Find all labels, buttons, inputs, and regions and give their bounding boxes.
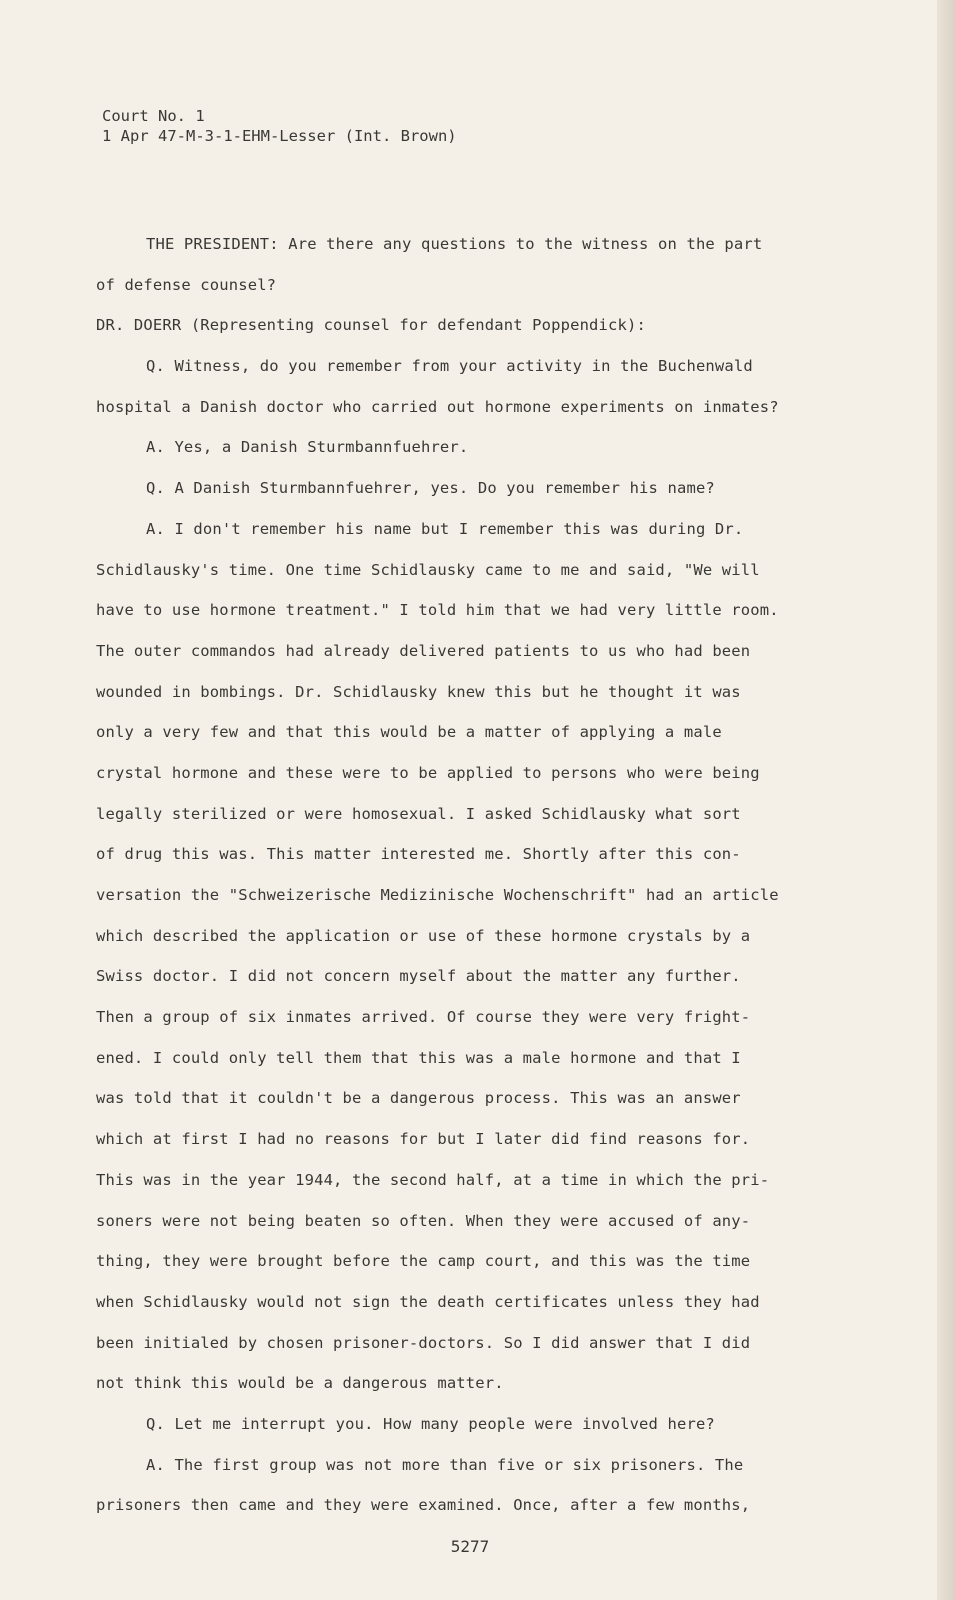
- transcript-line: This was in the year 1944, the second half, at a time in which the pri-: [96, 1170, 770, 1189]
- transcript-line: versation the "Schweizerische Medizinische Wochenschrift" had an article: [96, 886, 779, 904]
- transcript-line: not think this would be a dangerous matter.: [96, 1374, 504, 1393]
- transcript-line: A. Yes, a Danish Sturmbannfuehrer.: [146, 438, 469, 457]
- transcript-line: The outer commandos had already delivered patients to us who had been: [96, 641, 751, 660]
- transcript-line: A. I don't remember his name but I remember this was during Dr.: [146, 519, 744, 538]
- transcript-line: prisoners then came and they were examined. Once, after a few months,: [96, 1496, 751, 1515]
- transcript-line: of drug this was. This matter interested me. Shortly after this con-: [96, 845, 741, 864]
- transcript-line: when Schidlausky would not sign the death certificates unless they had: [96, 1292, 760, 1311]
- transcript-line: soners were not being beaten so often. When they were accused of any-: [96, 1211, 751, 1230]
- transcript-line: was told that it couldn't be a dangerous process. This was an answer: [96, 1089, 741, 1108]
- transcript-line: A. The first group was not more than five or six prisoners. The: [146, 1455, 744, 1474]
- page-number: 5277: [450, 1537, 490, 1556]
- transcript-line: which at first I had no reasons for but I later did find reasons for.: [96, 1130, 751, 1149]
- transcript-line: only a very few and that this would be a matter of applying a male: [96, 723, 722, 742]
- transcript-body: [96, 224, 836, 1526]
- transcript-line: of defense counsel?: [96, 275, 277, 294]
- document-header: [102, 106, 457, 146]
- transcript-line: DR. DOERR (Representing counsel for defendant Poppendick):: [96, 316, 646, 335]
- transcript-line: ened. I could only tell them that this was a male hormone and that I: [96, 1048, 741, 1067]
- transcript-line: have to use hormone treatment." I told him that we had very little room.: [96, 601, 779, 620]
- transcript-line: Q. Let me interrupt you. How many people were involved here?: [146, 1414, 715, 1433]
- transcript-line: wounded in bombings. Dr. Schidlausky knew this but he thought it was: [96, 682, 741, 701]
- court-number: Court No. 1: [102, 107, 205, 125]
- transcript-line: Swiss doctor. I did not concern myself about the matter any further.: [96, 967, 741, 986]
- transcript-line: Q. Witness, do you remember from your activity in the Buchenwald: [146, 357, 753, 376]
- transcript-line: Q. A Danish Sturmbannfuehrer, yes. Do you remember his name?: [146, 479, 715, 498]
- session-reference: 1 Apr 47-M-3-1-EHM-Lesser (Int. Brown): [102, 127, 457, 145]
- transcript-line: Schidlausky's time. One time Schidlausky came to me and said, "We will: [96, 560, 760, 579]
- transcript-line: Then a group of six inmates arrived. Of course they were very fright-: [96, 1008, 751, 1027]
- paper-edge: [937, 0, 955, 1600]
- transcript-line: which described the application or use of these hormone crystals by a: [96, 926, 751, 945]
- transcript-line: hospital a Danish doctor who carried out hormone experiments on inmates?: [96, 397, 779, 416]
- transcript-line: crystal hormone and these were to be applied to persons who were being: [96, 763, 760, 782]
- transcript-line: thing, they were brought before the camp court, and this was the time: [96, 1252, 751, 1271]
- transcript-line: been initialed by chosen prisoner-doctors. So I did answer that I did: [96, 1333, 751, 1352]
- transcript-line: THE PRESIDENT: Are there any questions to the witness on the part: [146, 235, 763, 253]
- transcript-line: legally sterilized or were homosexual. I asked Schidlausky what sort: [96, 804, 741, 823]
